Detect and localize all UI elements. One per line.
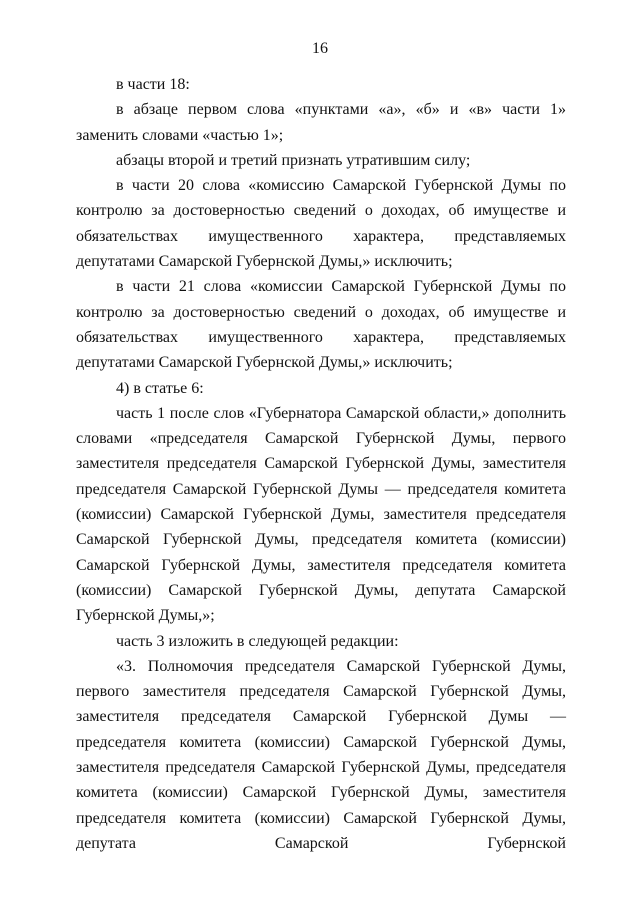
paragraph-abzatsy-void: абзацы второй и третий признать утратившим силу; bbox=[116, 151, 471, 169]
paragraph-part-3-text: «3. Полномочия председателя Самарской Губернской Думы, первого заместителя председателя Самарской Губернской Думы, заместителя председателя Самарской Губернской Думы — председателя комитета (комиссии) Самарской Губернской Думы, заместителя председателя Самарской Губернской Думы, председателя комитета (комиссии) Самарской Губернской Думы, заместителя председателя комитета (комиссии) Самарской Губернской Думы, депутата Самарской Губернской bbox=[76, 657, 566, 852]
paragraph-part-20: в части 20 слова «комиссию Самарской Губернской Думы по контролю за достоверностью сведений о доходах, об имуществе и обязательствах имущественного характера, представляемых депутатами Самарской Губернской Думы,» исключить; bbox=[76, 177, 566, 271]
paragraph-part-1-addition: часть 1 после слов «Губернатора Самарской области,» дополнить словами «председателя Самарской Губернской Думы, первого заместителя председателя Самарской Губернской Думы, заместителя председателя Самарской Губернской Думы — председателя комитета (комиссии) Самарской Губернской Думы, заместителя председателя Самарской Губернской Думы, председателя комитета (комиссии) Самарской Губернской Думы, заместителя председателя комитета (комиссии) Самарской Губернской Думы, депутата Самарской Губернской Думы,»; bbox=[76, 404, 566, 625]
paragraph-article-6: 4) в статье 6: bbox=[116, 379, 204, 397]
document-body bbox=[76, 72, 566, 856]
paragraph-first-abzats: в абзаце первом слова «пунктами «а», «б» и «в» части 1» заменить словами «частью 1»; bbox=[76, 101, 566, 144]
paragraph-part-21: в части 21 слова «комиссии Самарской Губернской Думы по контролю за достоверностью сведений о доходах, об имуществе и обязательствах имущественного характера, представляемых депутатами Самарской Губернской Думы,» исключить; bbox=[76, 278, 566, 372]
paragraph-part-3-new-edition: часть 3 изложить в следующей редакции: bbox=[116, 632, 399, 650]
page-number: 16 bbox=[312, 40, 328, 57]
paragraph-part-18: в части 18: bbox=[116, 76, 190, 93]
